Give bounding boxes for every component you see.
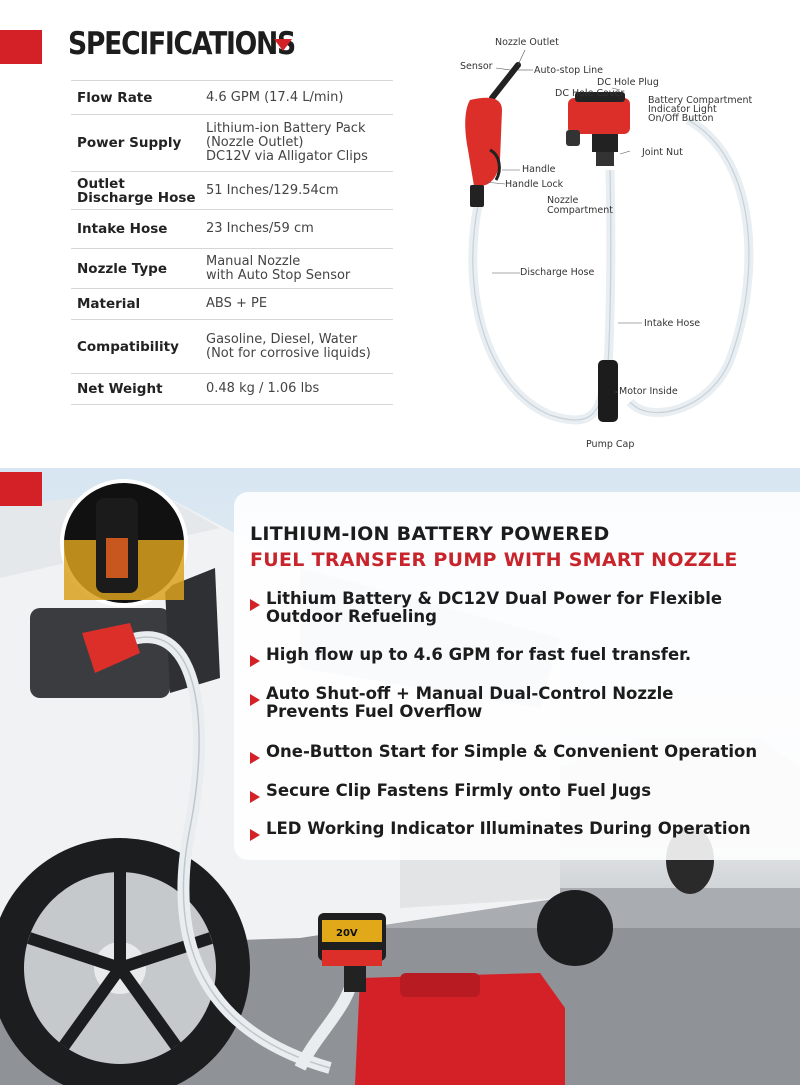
label-handle: Handle (522, 164, 556, 175)
feature-text: High flow up to 4.6 GPM for fast fuel transfer. (266, 645, 692, 664)
spec-label: Nozzle Type (71, 249, 200, 289)
triangle-right-icon (250, 791, 260, 803)
spec-value: ABS + PE (200, 289, 393, 320)
triangle-right-icon (250, 829, 260, 841)
feature-item (250, 743, 790, 761)
spec-label: Material (71, 289, 200, 320)
red-accent-bar (0, 30, 42, 64)
table-row (71, 249, 393, 289)
label-indicator-light: Indicator Light (648, 104, 717, 115)
spec-label: Outlet Discharge Hose (71, 172, 200, 210)
feature-text: One-Button Start for Simple & Convenient Operation (266, 742, 758, 761)
spec-value: 0.48 kg / 1.06 lbs (200, 374, 393, 405)
label-nozzle-outlet: Nozzle Outlet (495, 37, 559, 48)
spec-label: Intake Hose (71, 210, 200, 249)
spec-value: Manual Nozzle with Auto Stop Sensor (200, 249, 393, 289)
red-accent-bar (0, 472, 42, 506)
spec-value: 51 Inches/129.54cm (200, 172, 393, 210)
spec-value: 23 Inches/59 cm (200, 210, 393, 249)
label-joint-nut: Joint Nut (642, 147, 683, 158)
feature-item (250, 782, 790, 800)
features-panel (234, 492, 800, 860)
hero-title: LITHIUM-ION BATTERY POWERED (250, 523, 610, 545)
spec-label: Flow Rate (71, 81, 200, 115)
label-nozzle-compartment: Nozzle Compartment (547, 195, 614, 216)
label-motor-inside: Motor Inside (619, 386, 678, 397)
section-title: SPECIFICATIONS (68, 26, 295, 62)
feature-item (250, 646, 790, 664)
triangle-right-icon (250, 599, 260, 611)
pump-diagram (430, 30, 800, 455)
label-intake-hose: Intake Hose (644, 318, 701, 329)
spec-value: Gasoline, Diesel, Water (Not for corrosive liquids) (200, 320, 393, 374)
label-on-off-button: On/Off Button (648, 113, 714, 124)
spec-label: Power Supply (71, 115, 200, 172)
triangle-down-icon (274, 39, 292, 51)
feature-item (250, 820, 790, 838)
feature-item (250, 590, 790, 626)
label-handle-lock: Handle Lock (505, 179, 564, 190)
feature-text: Secure Clip Fastens Firmly onto Fuel Jugs (266, 781, 652, 800)
triangle-right-icon (250, 694, 260, 706)
hero-subtitle: FUEL TRANSFER PUMP WITH SMART NOZZLE (250, 549, 738, 571)
label-pump-cap: Pump Cap (586, 439, 635, 450)
hero-section (0, 468, 800, 1085)
spec-value: Lithium-ion Battery Pack (Nozzle Outlet) DC12V via Alligator Clips (200, 115, 393, 172)
label-sensor: Sensor (460, 61, 493, 72)
label-dc-hole-plug: DC Hole Plug (597, 77, 659, 88)
label-battery-compartment: Battery Compartment (648, 95, 753, 106)
table-row (71, 172, 393, 210)
feature-text: Lithium Battery & DC12V Dual Power for Flexible Outdoor Refueling (266, 589, 723, 626)
label-auto-stop-line: Auto-stop Line (534, 65, 603, 76)
battery-label: 20V (336, 928, 358, 939)
label-dc-hole-cover: DC Hole Cover (555, 88, 625, 99)
table-row (71, 289, 393, 320)
feature-item (250, 685, 790, 721)
specifications-section (0, 0, 800, 462)
table-row (71, 320, 393, 374)
table-row (71, 374, 393, 405)
triangle-right-icon (250, 655, 260, 667)
spec-label: Net Weight (71, 374, 200, 405)
spec-label: Compatibility (71, 320, 200, 374)
feature-text: LED Working Indicator Illuminates During Operation (266, 819, 751, 838)
table-row (71, 81, 393, 115)
spec-table (71, 80, 393, 405)
triangle-right-icon (250, 752, 260, 764)
label-discharge-hose: Discharge Hose (520, 267, 595, 278)
table-row (71, 115, 393, 172)
spec-value: 4.6 GPM (17.4 L/min) (200, 81, 393, 115)
feature-text: Auto Shut-off + Manual Dual-Control Nozzle Prevents Fuel Overflow (266, 684, 674, 721)
table-row (71, 210, 393, 249)
